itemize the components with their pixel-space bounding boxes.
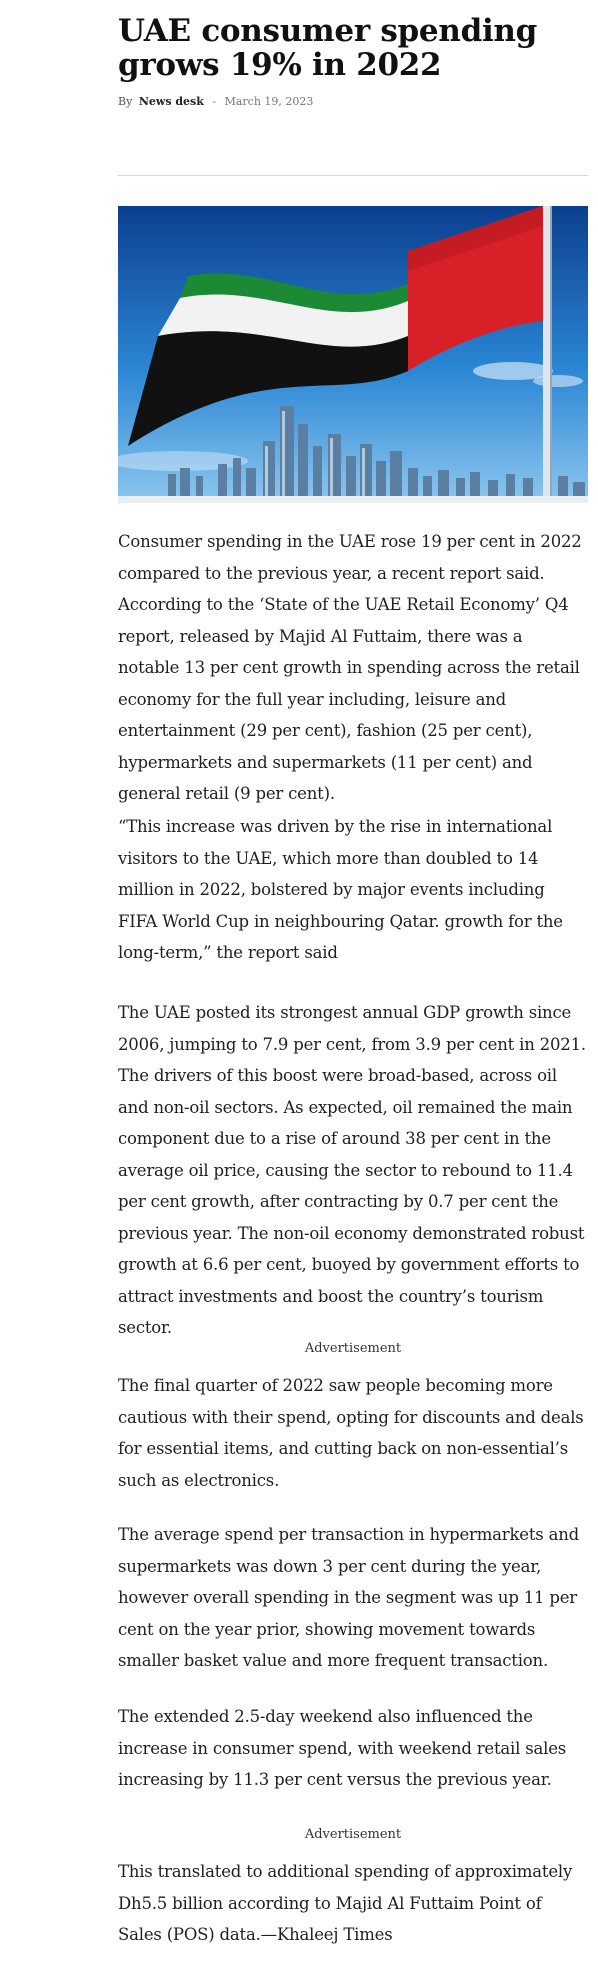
byline-separator: - — [212, 95, 217, 108]
article-paragraph: “This increase was driven by the rise in international visitors to the UAE, which more than doubled to 14 million in 2022, bolstered by major events including FIFA World Cup in neighbouring Qatar. growth for the long-term,” the report said — [118, 817, 563, 962]
divider — [118, 175, 588, 176]
author-link[interactable]: News desk — [138, 95, 204, 108]
article-title: UAE consumer spending grows 19% in 2022 — [118, 13, 538, 83]
uae-flag-skyline-icon — [118, 206, 588, 503]
advertisement-label: Advertisement — [304, 1827, 402, 1842]
byline — [118, 95, 588, 108]
article-paragraph: Consumer spending in the UAE rose 19 per cent in 2022 compared to the previous year, a recent report said. According to the ‘State of the UAE Retail Economy’ Q4 report, released by Majid Al Futtaim, there was a notable 13 per cent growth in spending across the retail economy for the full year including, leisure and entertainment (29 per cent), fashion (25 per cent), hypermarkets and supermarkets (11 per cent) and general retail (9 per cent). — [118, 532, 582, 803]
advertisement-label: Advertisement — [304, 1341, 402, 1356]
byline-prefix: By — [118, 95, 133, 108]
article-paragraph: This translated to additional spending of approximately Dh5.5 billion according to Majid Al Futtaim Point of Sales (POS) data.—Khaleej Times — [118, 1862, 573, 1944]
publish-date: March 19, 2023 — [224, 95, 314, 108]
article-paragraph: The extended 2.5-day weekend also influenced the increase in consumer spend, with weekend retail sales increasing by 11.3 per cent versus the previous year. — [118, 1707, 567, 1789]
article-paragraph: The UAE posted its strongest annual GDP growth since 2006, jumping to 7.9 per cent, from 3.9 per cent in 2021. The drivers of this boost were broad-based, across oil and non-oil sectors. As expected, oil remained the main component due to a rise of around 38 per cent in the average oil price, causing the sector to rebound to 11.4 per cent growth, after contracting by 0.7 per cent the previous year. The non-oil economy demonstrated robust growth at 6.6 per cent, buoyed by government efforts to attract investments and boost the country’s tourism sector. — [118, 1003, 586, 1337]
hero-image — [118, 206, 588, 503]
article-paragraph: The average spend per transaction in hypermarkets and supermarkets was down 3 per cent during the year, however overall spending in the segment was up 11 per cent on the year prior, showing movement towards smaller basket value and more frequent transaction. — [118, 1525, 580, 1670]
article-paragraph: The final quarter of 2022 saw people becoming more cautious with their spend, opting for discounts and deals for essential items, and cutting back on non-essential’s such as electronics. — [118, 1376, 584, 1490]
